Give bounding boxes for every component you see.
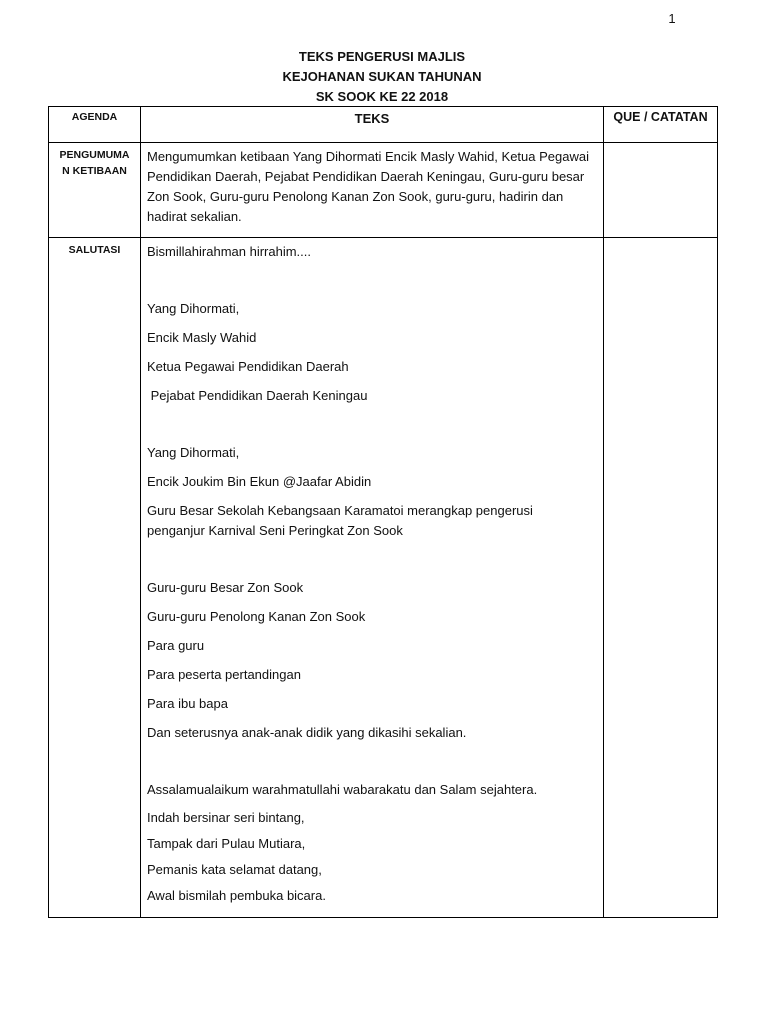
teks-line: Guru Besar Sekolah Kebangsaan Karamatoi merangkap pengerusi	[147, 503, 533, 518]
title-line-2: KEJOHANAN SUKAN TAHUNAN	[282, 69, 482, 84]
teks-paragraph: Mengumumkan ketibaan Yang Dihormati Encik Masly Wahid, Ketua Pegawai Pendidikan Daerah, Pejabat Pendidikan Daerah Keningau, Guru-guru besar Zon Sook, Guru-guru Penolong Kanan Zon Sook, guru-guru, hadirin dan hadirat sekalian.	[147, 149, 589, 224]
agenda-label: N KETIBAAN	[62, 165, 127, 177]
header-agenda: AGENDA	[49, 107, 141, 143]
teks-line: Guru-guru Besar Zon Sook	[147, 580, 304, 595]
table-row	[49, 238, 718, 918]
teks-line: Pemanis kata selamat datang,	[147, 862, 322, 877]
agenda-label: PENGUMUMA	[59, 149, 130, 161]
teks-line: Bismillahirahman hirrahim....	[147, 244, 311, 259]
teks-cell	[141, 238, 604, 918]
teks-line: Awal bismilah pembuka bicara.	[147, 888, 326, 903]
teks-line: Encik Joukim Bin Ekun @Jaafar Abidin	[147, 474, 372, 489]
teks-line: Pejabat Pendidikan Daerah Keningau	[147, 388, 368, 403]
teks-line: Yang Dihormati,	[147, 301, 240, 316]
teks-line: Para peserta pertandingan	[147, 667, 301, 682]
teks-line: Ketua Pegawai Pendidikan Daerah	[147, 359, 349, 374]
teks-line: penganjur Karnival Seni Peringkat Zon Sook	[147, 523, 403, 538]
teks-line: Indah bersinar seri bintang,	[147, 810, 305, 825]
header-que-catatan: QUE / CATATAN	[604, 107, 718, 143]
title-line-1: TEKS PENGERUSI MAJLIS	[298, 49, 466, 64]
teks-line: Para guru	[147, 638, 205, 653]
teks-line: Guru-guru Penolong Kanan Zon Sook	[147, 609, 366, 624]
teks-line: Dan seterusnya anak-anak didik yang dikasihi sekalian.	[147, 725, 467, 740]
que-cell	[604, 143, 718, 238]
page-number: 1	[668, 11, 676, 26]
table-row	[49, 143, 718, 238]
title-line-3: SK SOOK KE 22 2018	[315, 89, 449, 104]
header-row	[49, 107, 718, 143]
teks-line: Para ibu bapa	[147, 696, 228, 711]
teks-line: Encik Masly Wahid	[147, 330, 257, 345]
teks-cell	[141, 143, 604, 238]
header-teks: TEKS	[141, 107, 604, 143]
document-title	[48, 47, 716, 107]
teks-line: Assalamualaikum warahmatullahi wabarakatu dan Salam sejahtera.	[147, 782, 538, 797]
script-table	[48, 106, 718, 918]
agenda-cell	[49, 143, 141, 238]
agenda-cell: SALUTASI	[49, 238, 141, 918]
que-cell	[604, 238, 718, 918]
teks-line: Yang Dihormati,	[147, 445, 240, 460]
teks-line: Tampak dari Pulau Mutiara,	[147, 836, 306, 851]
